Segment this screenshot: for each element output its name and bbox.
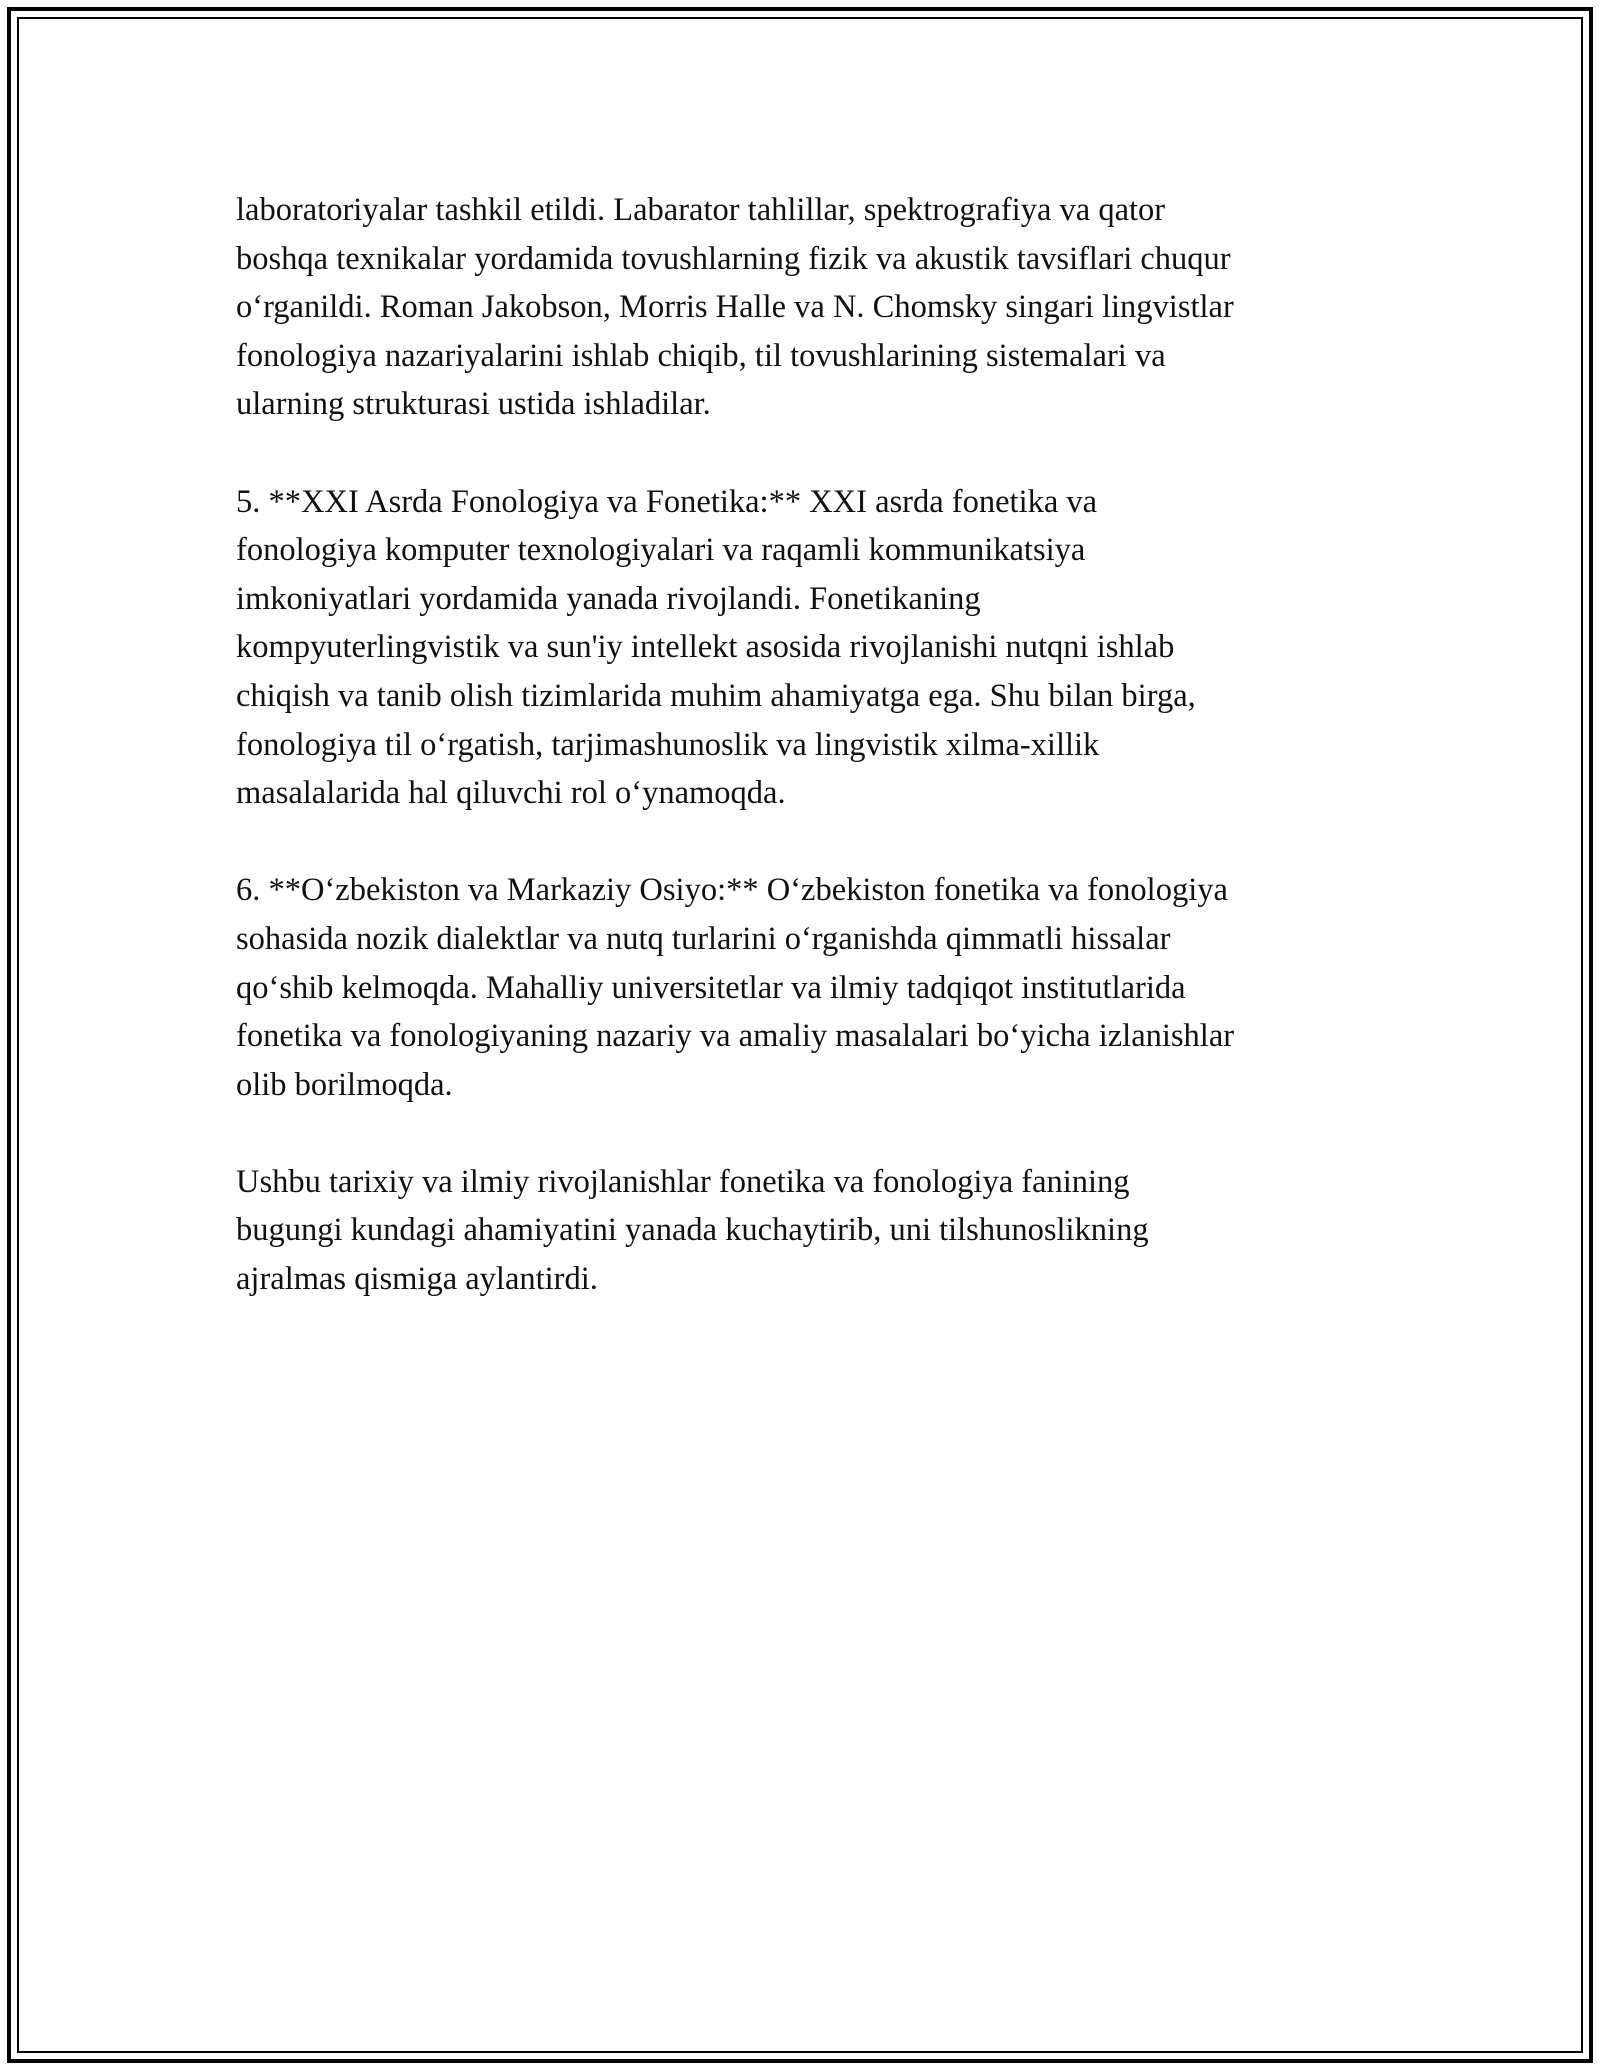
paragraph-conclusion: Ushbu tarixiy va ilmiy rivojlanishlar fonetika va fonologiya fanining bugungi kundagi ahamiyatini yanada kuchaytirib, uni tilshunoslikning ajralmas qismiga aylantirdi. bbox=[236, 1163, 1149, 1298]
document-body bbox=[236, 186, 1376, 1304]
paragraph-uzbekistan: 6. **O‘zbekiston va Markaziy Osiyo:** O‘zbekiston fonetika va fonologiya sohasida nozik dialektlar va nutq turlarini o‘rganishda qimmatli hissalar qo‘shib kelmoqda. Mahalliy universitetlar va ilmiy tadqiqot institutlarida fonetika va fonologiyaning nazariy va amaliy masalalari bo‘yicha izlanishlar olib borilmoqda. bbox=[236, 872, 1235, 1103]
paragraph-21st-century: 5. **XXI Asrda Fonologiya va Fonetika:** XXI asrda fonetika va fonologiya komputer texnologiyalari va raqamli kommunikatsiya imkoniyatlari yordamida yanada rivojlandi. Fonetikaning kompyuterlingvistik va sun'iy intellekt asosida rivojlanishi nutqni ishlab chiqish va tanib olish tizimlarida muhim ahamiyatga ega. Shu bilan birga, fonologiya til o‘rgatish, tarjimashunoslik va lingvistik xilma-xillik masalalarida hal qiluvchi rol o‘ynamoqda. bbox=[236, 483, 1196, 812]
paragraph-laboratories: laboratoriyalar tashkil etildi. Labarator tahlillar, spektrografiya va qator boshqa texnikalar yordamida tovushlarning fizik va akustik tavsiflari chuqur o‘rganildi. Roman Jakobson, Morris Halle va N. Chomsky singari lingvistlar fonologiya nazariyalarini ishlab chiqib, til tovushlarining sistemalari va ularning strukturasi ustida ishladilar. bbox=[236, 192, 1234, 423]
